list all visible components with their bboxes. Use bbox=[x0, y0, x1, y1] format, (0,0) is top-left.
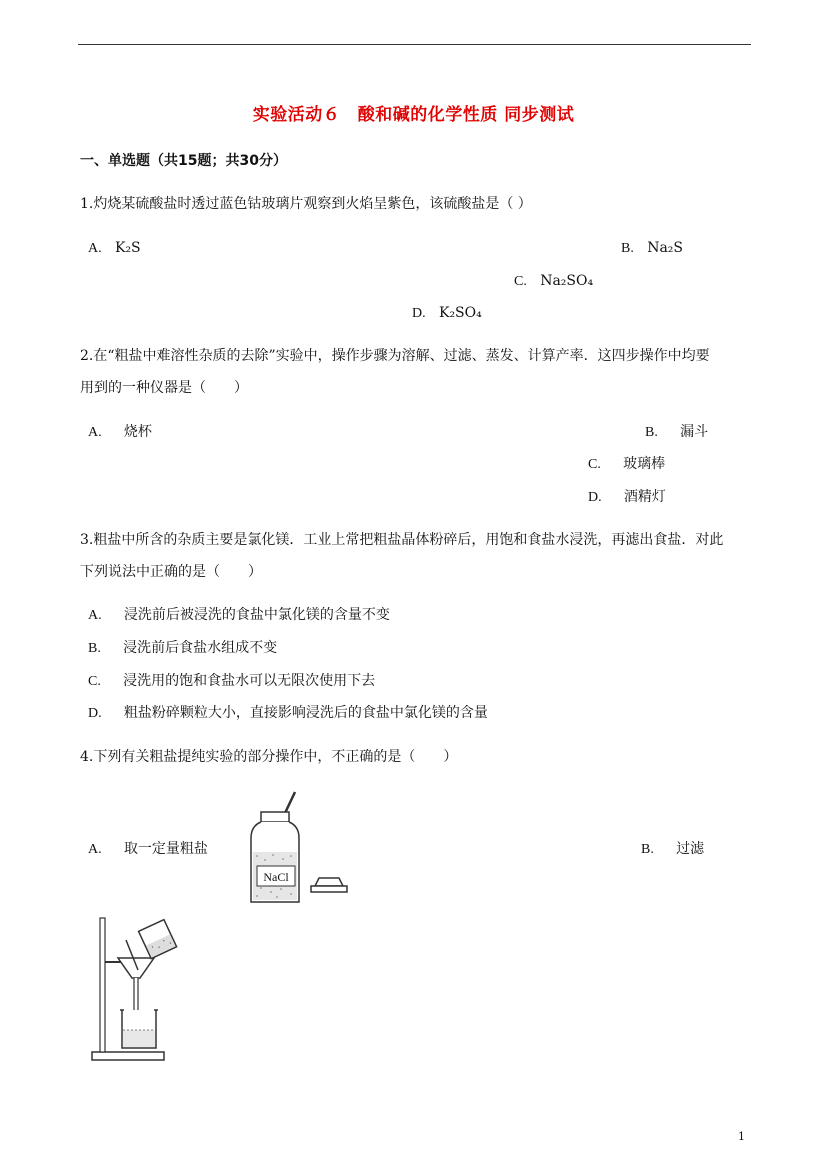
q4-option-b[interactable] bbox=[641, 839, 704, 860]
q2-option-b[interactable] bbox=[645, 422, 708, 443]
option-text: 浸洗前后食盐水组成不变 bbox=[123, 640, 278, 656]
q3-option-d[interactable] bbox=[88, 703, 488, 724]
page-number: 1 bbox=[738, 1130, 745, 1143]
option-label: D. bbox=[588, 490, 602, 505]
q3-option-c[interactable] bbox=[88, 671, 375, 692]
reagent-bottle-figure bbox=[243, 790, 353, 908]
option-label: A. bbox=[88, 425, 102, 440]
option-label: A. bbox=[88, 608, 102, 623]
section-heading: 一、单选题（共15题；共30分） bbox=[80, 153, 287, 169]
question-1-stem: 1.灼烧某硫酸盐时透过蓝色钴玻璃片观察到火焰呈紫色，该硫酸盐是（ ） bbox=[80, 196, 532, 212]
option-label: B. bbox=[621, 241, 634, 256]
q2-option-c[interactable] bbox=[588, 454, 665, 475]
page-title: 实验活动６ 酸和碱的化学性质 同步测试 bbox=[252, 105, 575, 125]
option-text: 酒精灯 bbox=[623, 489, 666, 505]
option-label: B. bbox=[641, 842, 654, 857]
q1-option-c[interactable] bbox=[514, 271, 593, 292]
option-text: K₂SO₄ bbox=[438, 305, 482, 321]
option-text: 烧杯 bbox=[123, 424, 152, 440]
question-2-stem-line-1: 2.在“粗盐中难溶性杂质的去除”实验中，操作步骤为溶解、过滤、蒸发、计算产率．这四步操作中均要 bbox=[80, 348, 710, 364]
option-text: 浸洗用的饱和食盐水可以无限次使用下去 bbox=[123, 673, 376, 689]
q3-option-b[interactable] bbox=[88, 638, 277, 659]
option-label: D. bbox=[88, 706, 102, 721]
reagent-label: NaCl bbox=[263, 870, 289, 884]
option-label: A. bbox=[88, 842, 102, 857]
option-label: C. bbox=[514, 274, 527, 289]
option-text: 粗盐粉碎颗粒大小，直接影响浸洗后的食盐中氯化镁的含量 bbox=[123, 705, 488, 721]
option-label: B. bbox=[88, 641, 101, 656]
option-label: D. bbox=[412, 306, 426, 321]
question-3-stem-line-1: 3.粗盐中所含的杂质主要是氯化镁．工业上常把粗盐晶体粉碎后，用饱和食盐水浸洗，再滤出食盐．对此 bbox=[80, 532, 724, 548]
option-label: C. bbox=[88, 674, 101, 689]
option-label: A. bbox=[88, 241, 102, 256]
question-4-stem: 4.下列有关粗盐提纯实验的部分操作中，不正确的是（ ） bbox=[80, 749, 458, 765]
q3-option-a[interactable] bbox=[88, 605, 390, 626]
question-3-stem-line-2: 下列说法中正确的是（ ） bbox=[80, 564, 262, 580]
option-text: 漏斗 bbox=[680, 424, 709, 440]
question-2-stem-line-2: 用到的一种仪器是（ ） bbox=[80, 380, 248, 396]
option-label: C. bbox=[588, 457, 601, 472]
option-text: K₂S bbox=[114, 240, 141, 256]
q1-option-b[interactable] bbox=[621, 238, 683, 259]
header-rule bbox=[78, 44, 751, 45]
option-text: Na₂S bbox=[647, 240, 684, 256]
option-text: 过滤 bbox=[676, 841, 705, 857]
filtration-apparatus-figure bbox=[86, 912, 196, 1064]
option-text: 玻璃棒 bbox=[623, 456, 666, 472]
q1-option-d[interactable] bbox=[412, 303, 482, 324]
option-label: B. bbox=[645, 425, 658, 440]
q4-option-a[interactable] bbox=[88, 839, 208, 860]
q2-option-d[interactable] bbox=[588, 487, 666, 508]
q1-option-a[interactable] bbox=[88, 238, 141, 259]
option-text: 浸洗前后被浸洗的食盐中氯化镁的含量不变 bbox=[123, 607, 390, 623]
option-text: Na₂SO₄ bbox=[540, 273, 594, 289]
option-text: 取一定量粗盐 bbox=[123, 841, 208, 857]
q2-option-a[interactable] bbox=[88, 422, 152, 443]
